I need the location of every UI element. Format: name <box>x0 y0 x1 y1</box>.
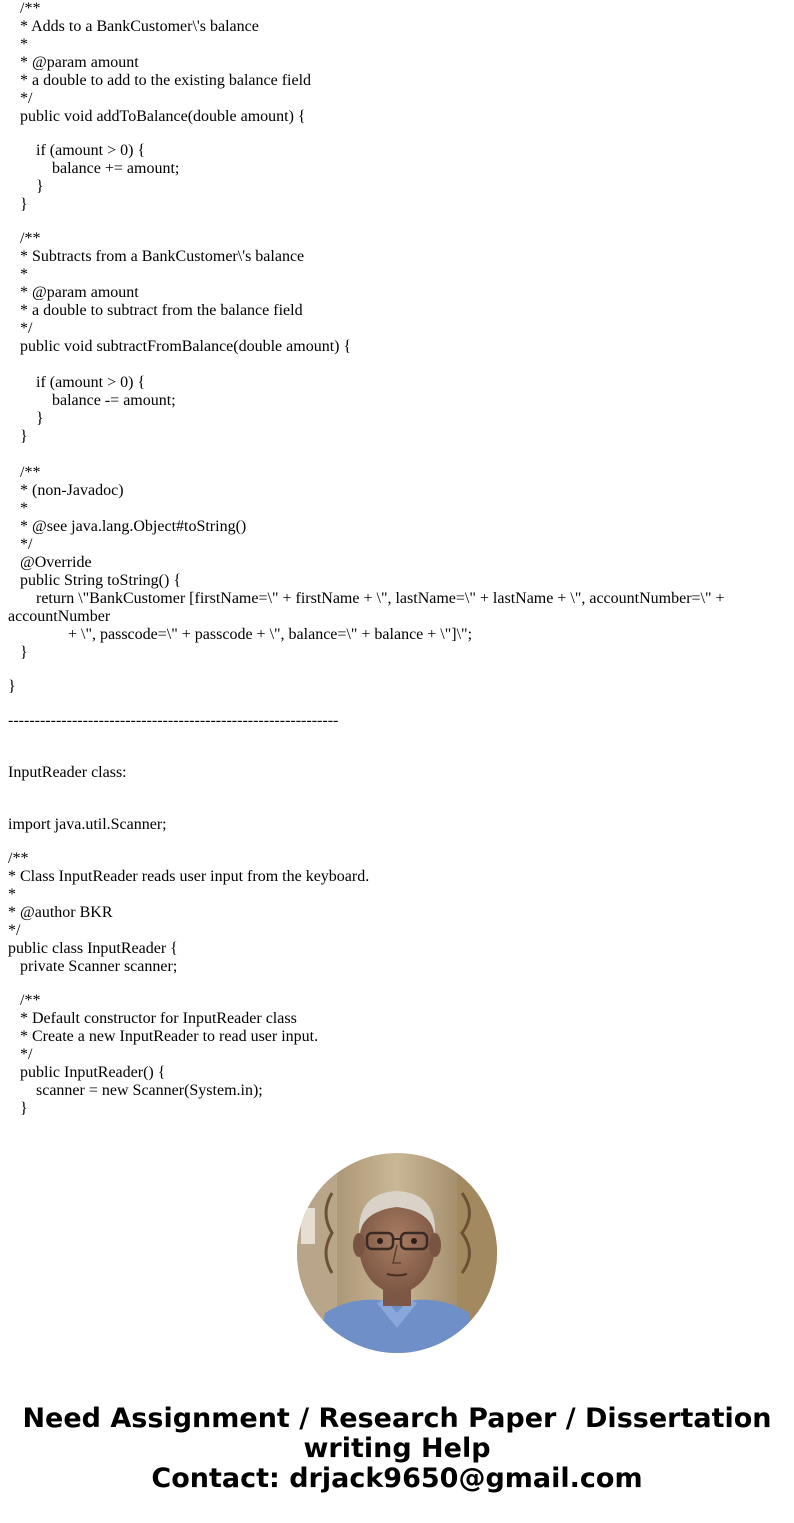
code-line: /** <box>20 0 41 17</box>
contact-banner <box>0 1404 794 1494</box>
code-line: private Scanner scanner; <box>20 958 178 975</box>
code-line: */ <box>20 1046 33 1063</box>
code-line: /** <box>20 992 41 1009</box>
code-line: * <box>20 266 28 283</box>
code-line: */ <box>20 536 33 553</box>
code-line: */ <box>20 90 33 107</box>
code-line: balance -= amount; <box>52 392 176 409</box>
footer-line-1: Need Assignment / Research Paper / Dissertation <box>22 1403 772 1434</box>
code-line: * <box>8 886 16 903</box>
code-line: if (amount > 0) { <box>36 374 146 391</box>
code-line: * @param amount <box>20 54 139 71</box>
code-line: /** <box>20 464 41 481</box>
code-line: return \"BankCustomer [firstName=\" + firstName + \", lastName=\" + lastName + \", accountNumber=\" + <box>36 590 725 607</box>
code-line: } <box>20 196 28 213</box>
code-line: public InputReader() { <box>20 1064 166 1081</box>
separator-line: -------------------------------------------------------------- <box>8 712 339 729</box>
code-line: * Class InputReader reads user input from the keyboard. <box>8 868 370 885</box>
code-line: balance += amount; <box>52 160 180 177</box>
code-line: * @param amount <box>20 284 139 301</box>
code-line: } <box>8 678 16 695</box>
code-line: * Create a new InputReader to read user input. <box>20 1028 319 1045</box>
code-line: /** <box>8 850 29 867</box>
code-line: * Adds to a BankCustomer\'s balance <box>20 18 259 35</box>
code-line: } <box>20 644 28 661</box>
code-line: * <box>20 500 28 517</box>
code-line: } <box>36 178 44 195</box>
code-line: + \", passcode=\" + passcode + \", balance=\" + balance + \"]\"; <box>68 626 473 643</box>
author-avatar <box>297 1153 497 1353</box>
section-heading: InputReader class: <box>8 764 127 781</box>
code-line: public void addToBalance(double amount) { <box>20 108 306 125</box>
code-line: * a double to subtract from the balance field <box>20 302 303 319</box>
code-line: } <box>20 1100 28 1117</box>
code-line: import java.util.Scanner; <box>8 816 167 833</box>
code-line: } <box>20 428 28 445</box>
code-line: @Override <box>20 554 92 571</box>
footer-contact-email: Contact: drjack9650@gmail.com <box>151 1463 643 1494</box>
code-line: accountNumber <box>8 608 111 625</box>
code-document <box>8 0 788 1118</box>
code-line: */ <box>20 320 33 337</box>
code-line: scanner = new Scanner(System.in); <box>36 1082 263 1099</box>
code-line: if (amount > 0) { <box>36 142 146 159</box>
code-line: */ <box>8 922 21 939</box>
code-line: * @author BKR <box>8 904 113 921</box>
footer-line-2: writing Help <box>303 1433 491 1464</box>
code-line: public void subtractFromBalance(double amount) { <box>20 338 352 355</box>
code-line: public class InputReader { <box>8 940 178 957</box>
code-line: public String toString() { <box>20 572 182 589</box>
code-line: * a double to add to the existing balance field <box>20 72 312 89</box>
code-line: * Default constructor for InputReader class <box>20 1010 297 1027</box>
code-line: * @see java.lang.Object#toString() <box>20 518 247 535</box>
code-line: * (non-Javadoc) <box>20 482 124 499</box>
code-line: /** <box>20 230 41 247</box>
author-photo-illustration <box>297 1153 497 1353</box>
code-line: * Subtracts from a BankCustomer\'s balance <box>20 248 305 265</box>
code-line: } <box>36 410 44 427</box>
code-line: * <box>20 36 28 53</box>
